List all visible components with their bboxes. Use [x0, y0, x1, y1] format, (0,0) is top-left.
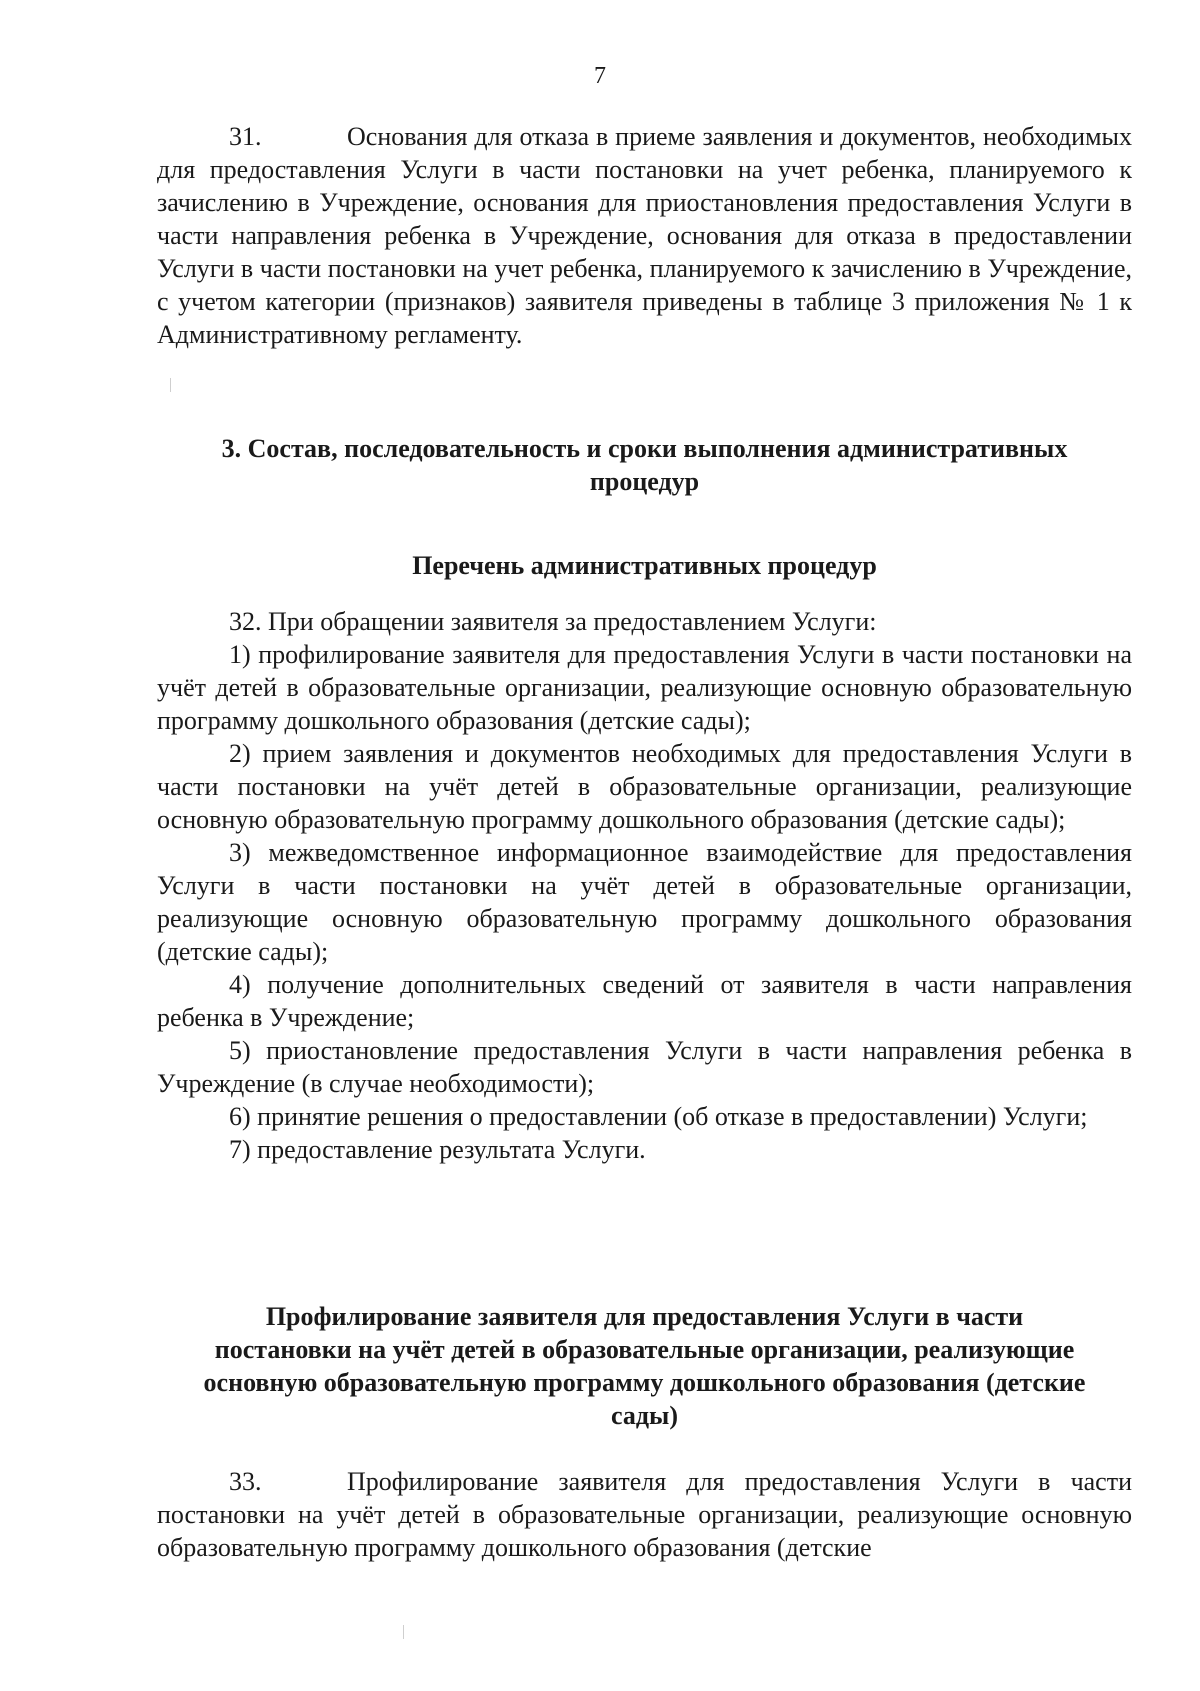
- page-number: 7: [594, 63, 606, 89]
- scan-mark: [170, 378, 171, 392]
- procedure-item-5: 5) приостановление предоставления Услуги в части направления ребенка в Учреждение (в случае необходимости);: [157, 1036, 1132, 1098]
- paragraph-33-text: Профилирование заявителя для предоставления Услуги в части постановки на учёт детей в образовательные организации, реализующие основную образовательную программу дошкольного образования (детские: [157, 1467, 1132, 1562]
- paragraph-31-number: 31.: [229, 122, 262, 151]
- scan-mark: [403, 1625, 404, 1639]
- profiling-heading-line3: основную образовательную программу дошкольного образования (детские: [203, 1368, 1086, 1397]
- profiling-heading: [157, 1300, 1132, 1432]
- procedure-item-6: 6) принятие решения о предоставлении (об отказе в предоставлении) Услуги;: [229, 1102, 1088, 1131]
- paragraph-31-text: Основания для отказа в приеме заявления и документов, необходимых для предоставления Услуги в части постановки на учет ребенка, планируемого к зачислению в Учреждение, основания для приостановления предоставления Услуги в части направления ребенка в Учреждение, основания для отказа в предоставлении Услуги в части постановки на учет ребенка, планируемого к зачислению в Учреждение, с учетом категории (признаков) заявителя приведены в таблице 3 приложения № 1 к Административному регламенту.: [157, 122, 1132, 349]
- profiling-heading-line1: Профилирование заявителя для предоставления Услуги в части: [265, 1302, 1024, 1331]
- paragraph-31: [157, 120, 1132, 351]
- procedure-item-2: 2) прием заявления и документов необходимых для предоставления Услуги в части постановки на учёт детей в образовательные организации, реализующие основную образовательную программу дошкольного образования (детские сады);: [157, 739, 1132, 834]
- paragraph-32-intro: 32. При обращении заявителя за предоставлением Услуги:: [229, 607, 877, 636]
- procedures-heading-text: Перечень административных процедур: [412, 551, 877, 580]
- procedure-item-3: 3) межведомственное информационное взаимодействие для предоставления Услуги в части постановки на учёт детей в образовательные организации, реализующие основную образовательную программу дошкольного образования (детские сады);: [157, 838, 1132, 966]
- procedure-item-4: 4) получение дополнительных сведений от заявителя в части направления ребенка в Учреждение;: [157, 970, 1132, 1032]
- profiling-heading-line4: сады): [611, 1401, 678, 1430]
- section-3-heading: [157, 432, 1132, 498]
- paragraph-33: [157, 1465, 1132, 1564]
- profiling-heading-line2: постановки на учёт детей в образовательные организации, реализующие: [214, 1335, 1075, 1364]
- section-3-title-line1: 3. Состав, последовательность и сроки выполнения административных: [221, 434, 1068, 463]
- procedure-item-1: 1) профилирование заявителя для предоставления Услуги в части постановки на учёт детей в образовательные организации, реализующие основную образовательную программу дошкольного образования (детские сады);: [157, 640, 1132, 735]
- procedure-item-7: 7) предоставление результата Услуги.: [229, 1135, 646, 1164]
- paragraph-33-number: 33.: [229, 1467, 262, 1496]
- section-3-title-line2: процедур: [589, 467, 700, 496]
- procedures-list-heading: [157, 549, 1132, 582]
- paragraph-32: [157, 605, 1132, 1166]
